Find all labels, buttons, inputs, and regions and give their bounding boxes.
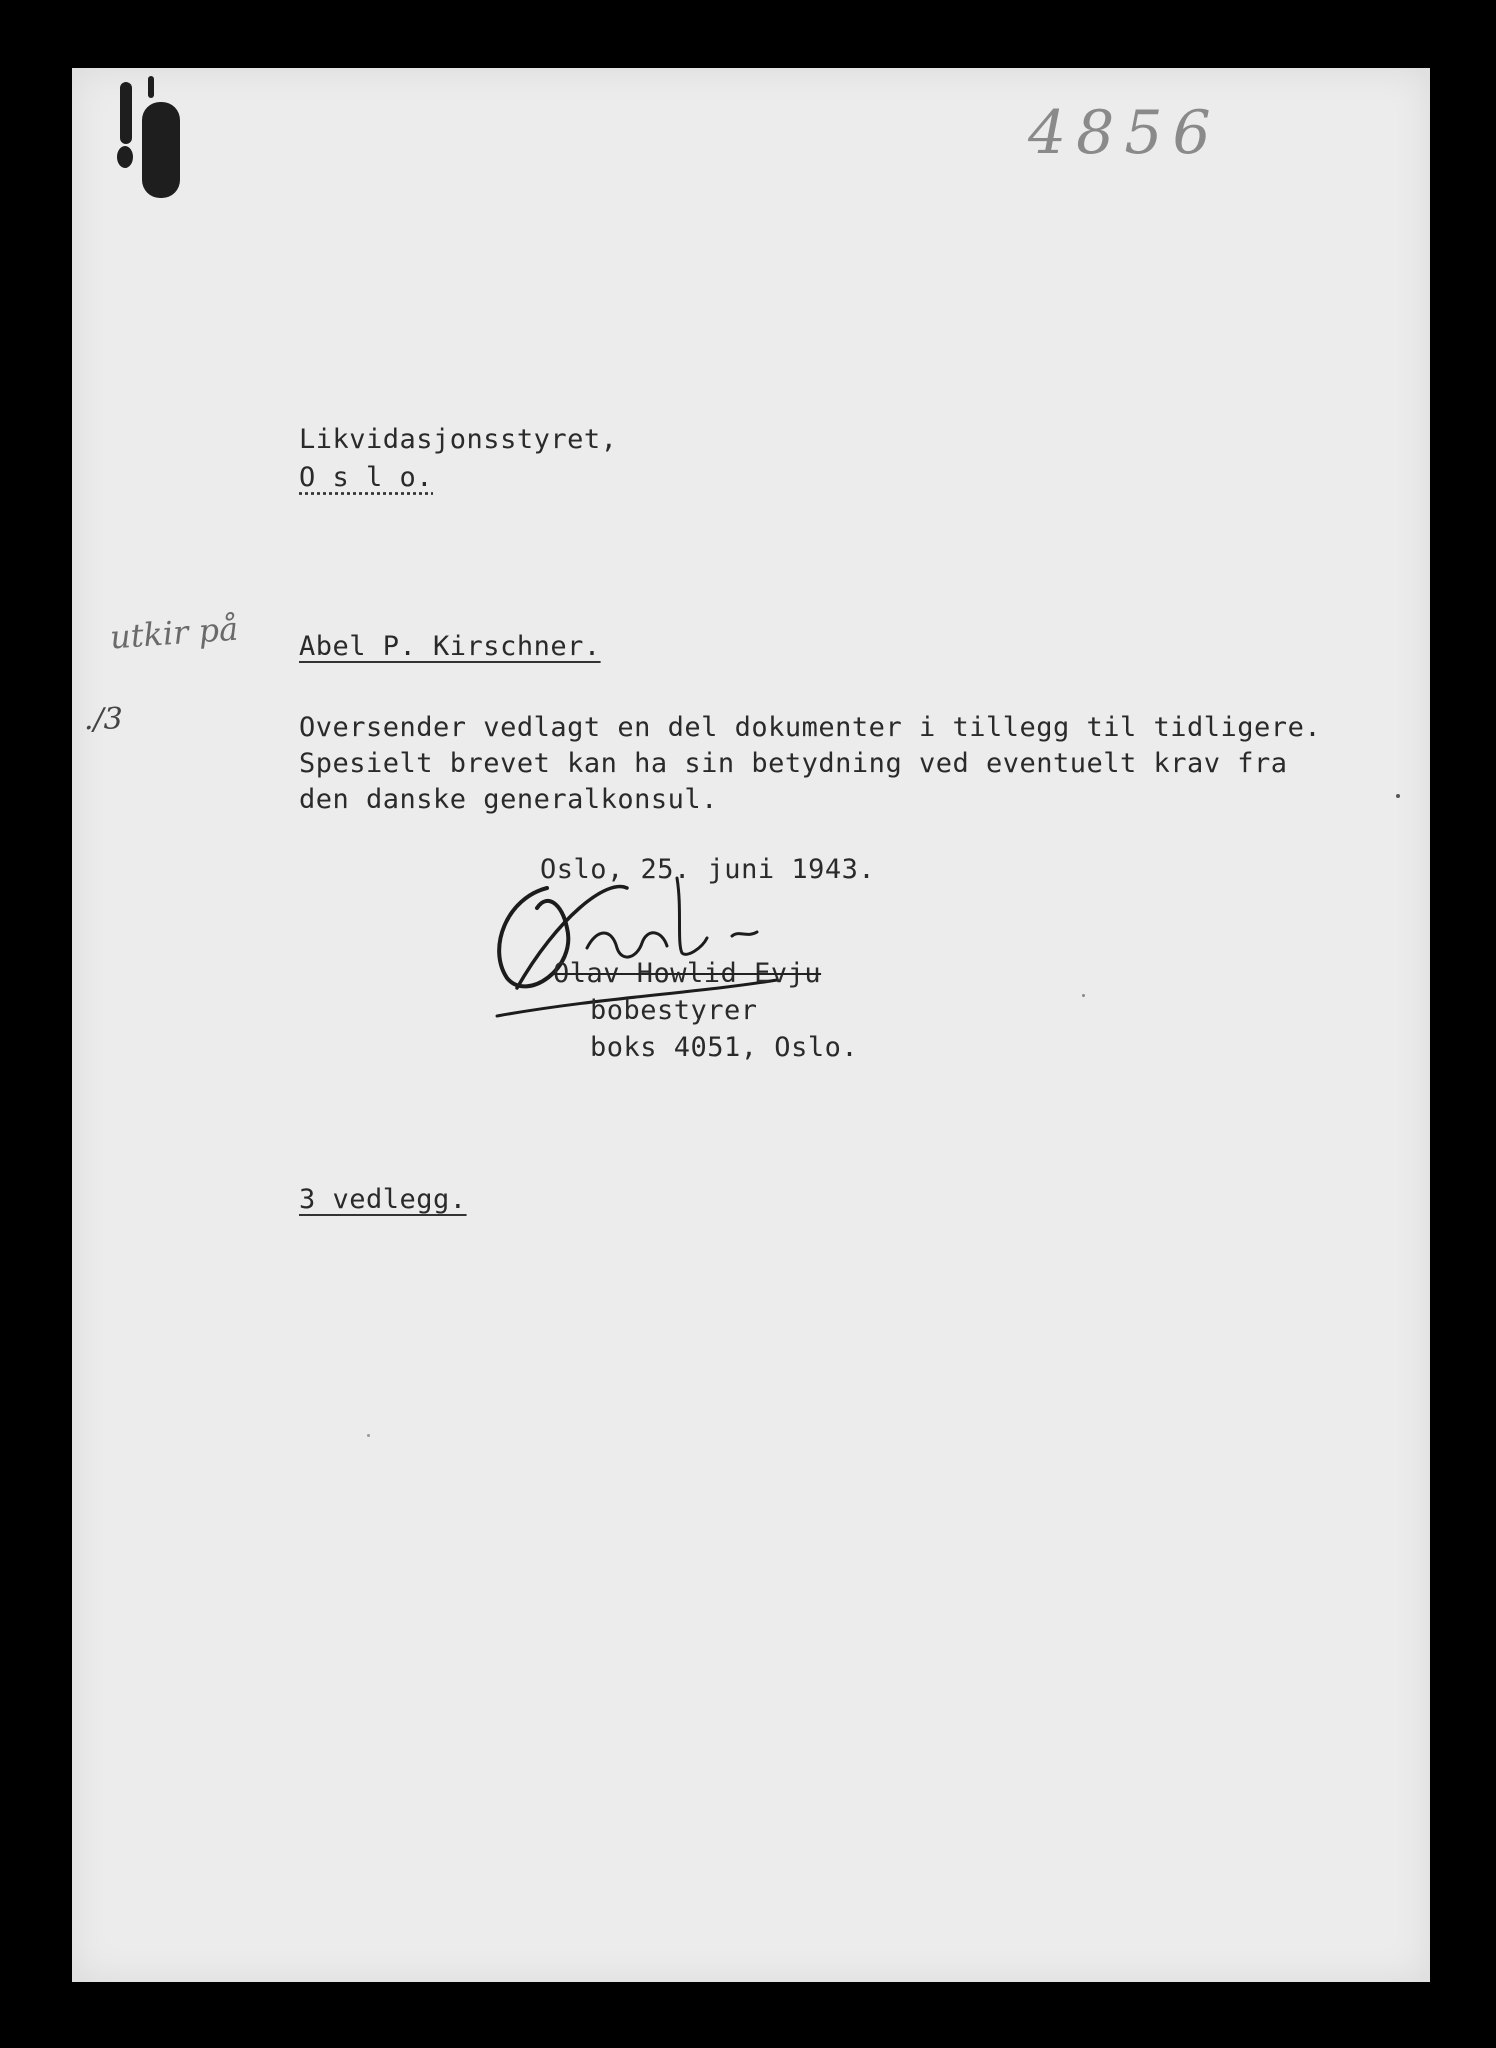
margin-note: utkir på	[108, 609, 240, 657]
signatory-title: bobestyrer	[590, 995, 758, 1026]
recipient-city: O s l o.	[299, 462, 434, 493]
body-line-1: Oversender vedlagt en del dokumenter i tillegg til tidligere.	[299, 712, 1322, 743]
date-line: Oslo, 25. juni 1943.	[540, 854, 876, 885]
subject-line: Abel P. Kirschner.	[299, 631, 601, 662]
recipient-name: Likvidasjonsstyret,	[299, 424, 618, 455]
document-page	[72, 68, 1430, 1982]
signatory-address: boks 4051, Oslo.	[590, 1032, 859, 1063]
signatory-name: Olav Howlid Evju	[553, 958, 822, 989]
body-line-2: Spesielt brevet kan ha sin betydning ved eventuelt krav fra	[299, 748, 1288, 779]
archive-number: 4856	[1028, 98, 1221, 168]
body-line-3: den danske generalkonsul.	[299, 784, 718, 815]
attachments-line: 3 vedlegg.	[299, 1184, 467, 1215]
enclosure-mark: ./3	[84, 702, 123, 737]
